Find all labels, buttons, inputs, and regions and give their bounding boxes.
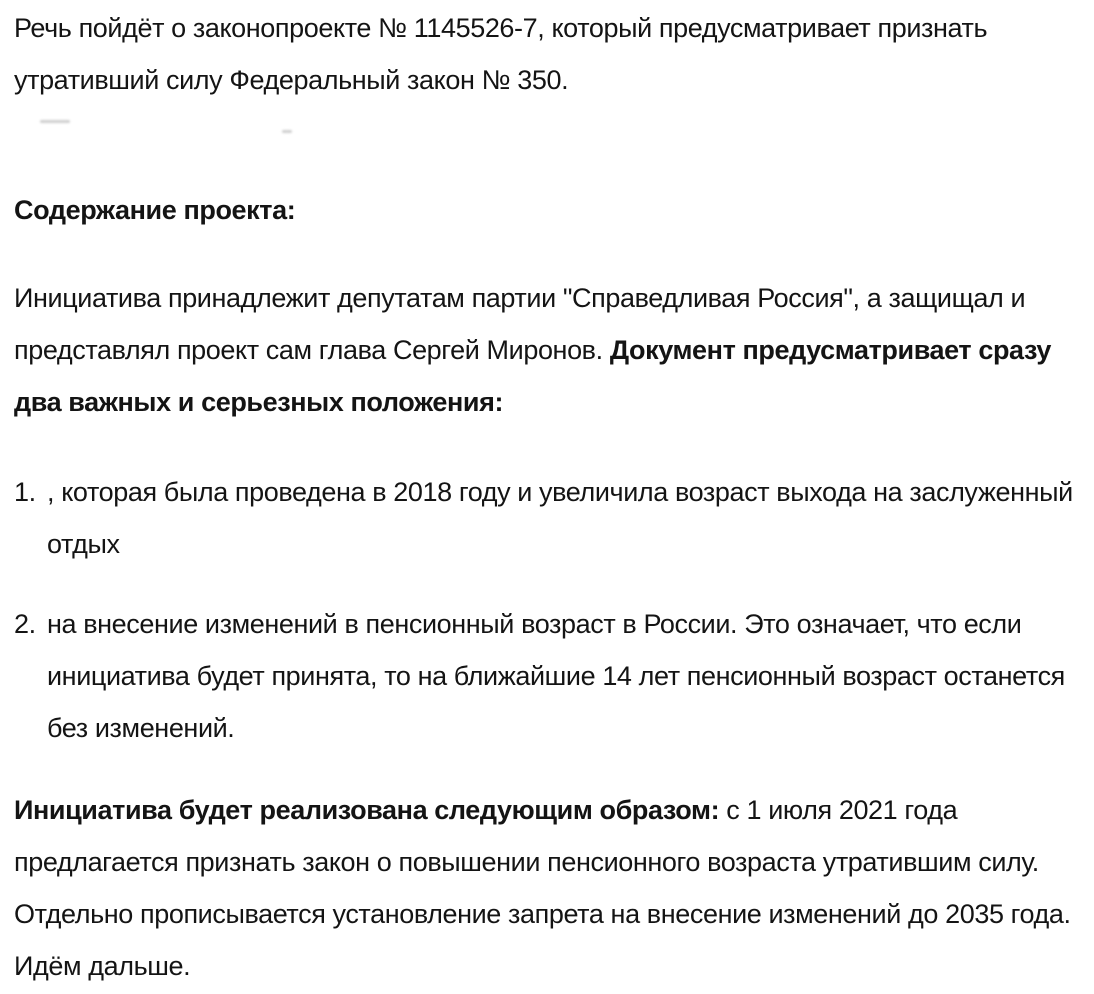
implementation-bold-text: Инициатива будет реализована следующим образом: xyxy=(14,795,720,825)
article-body xyxy=(14,2,1086,992)
initiative-paragraph xyxy=(14,272,1086,428)
list-item-number: 2. xyxy=(14,609,36,639)
implementation-paragraph xyxy=(14,784,1086,992)
initiative-bold-text: Документ предусматривает сразу два важных и серьезных положения: xyxy=(14,335,1051,417)
blur-mark xyxy=(282,130,292,133)
blur-mark xyxy=(40,120,70,123)
list-item xyxy=(14,466,1086,570)
provisions-list xyxy=(14,466,1086,754)
initiative-text: Инициатива принадлежит депутатам партии "Справедливая Россия", а защищал и представлял проект сам глава Сергей Миронов. xyxy=(14,283,1026,365)
intro-paragraph xyxy=(14,2,1086,102)
content-heading: Содержание проекта: xyxy=(14,195,296,225)
list-item-text: на внесение изменений в пенсионный возраст в России. Это означает, что если инициатива будет принята, то на ближайшие 14 лет пенсионный возраст останется без изменений. xyxy=(47,609,1065,743)
blurred-redacted-line xyxy=(14,102,1086,162)
list-item-number: 1. xyxy=(14,477,36,507)
list-item xyxy=(14,598,1086,754)
implementation-text: с 1 июля 2021 года предлагается признать закон о повышении пенсионного возраста утратившим силу. Отдельно прописывается установление запрета на внесение изменений до 2035 года. Идём дальше. xyxy=(14,795,1071,981)
list-item-text: , которая была проведена в 2018 году и увеличила возраст выхода на заслуженный отдых xyxy=(47,477,1073,559)
intro-text: Речь пойдёт о законопроекте № 1145526-7, который предусматривает признать утративший силу Федеральный закон № 350. xyxy=(14,13,988,95)
